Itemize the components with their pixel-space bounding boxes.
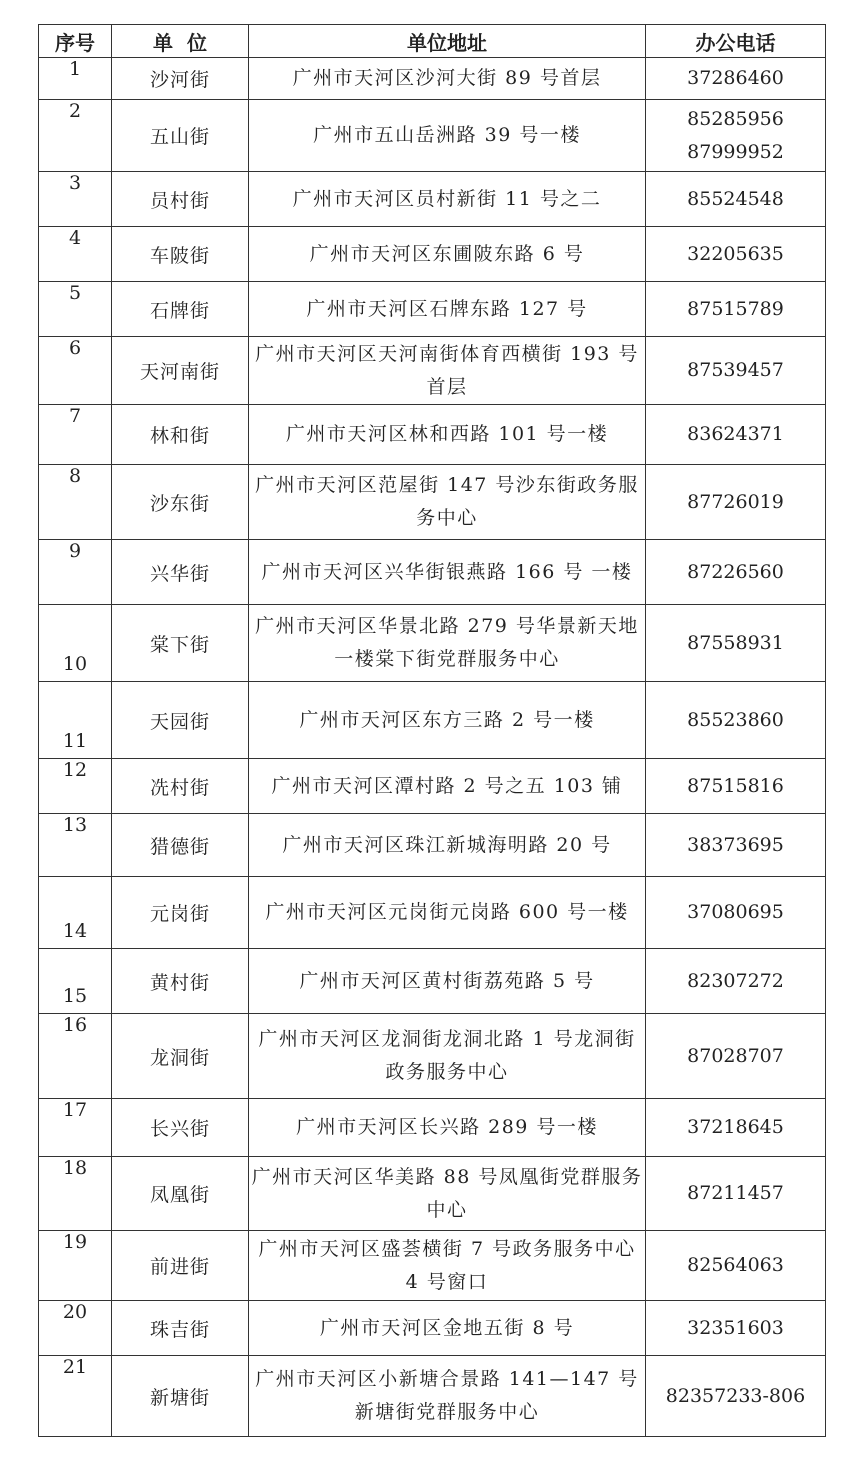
row-phone-cell (646, 814, 826, 877)
row-phone-cell (646, 465, 826, 540)
row-address: 广州市天河区华景北路 279 号华景新天地一楼棠下街党群服务中心 (249, 605, 646, 682)
row-phone-cell (646, 605, 826, 682)
row-serial-number: 17 (39, 1099, 112, 1157)
row-address: 广州市天河区员村新街 11 号之二 (249, 172, 646, 227)
phone-number: 87226560 (687, 560, 784, 583)
row-address: 广州市天河区兴华街银燕路 166 号 一楼 (249, 540, 646, 605)
table-row (39, 1231, 826, 1301)
table-row (39, 1014, 826, 1099)
row-phone-cell (646, 1231, 826, 1301)
row-address: 广州市天河区龙洞街龙洞北路 1 号龙洞街政务服务中心 (249, 1014, 646, 1099)
phone-number: 87515789 (687, 297, 784, 320)
row-serial-number: 21 (39, 1356, 112, 1437)
table-row (39, 1356, 826, 1437)
phone-number: 32351603 (687, 1316, 784, 1339)
street-office-directory-table (38, 24, 826, 1437)
row-serial-number: 1 (39, 58, 112, 100)
row-phone-cell (646, 100, 826, 172)
table-row (39, 759, 826, 814)
row-address: 广州市天河区潭村路 2 号之五 103 铺 (249, 759, 646, 814)
header-phone: 办公电话 (646, 25, 826, 58)
row-phone-cell (646, 949, 826, 1014)
table-row (39, 337, 826, 405)
row-phone-cell (646, 759, 826, 814)
phone-number: 37080695 (687, 901, 784, 923)
table-row (39, 405, 826, 465)
row-serial-number: 3 (39, 172, 112, 227)
row-phone-cell (646, 1157, 826, 1231)
row-unit-name: 天园街 (112, 682, 249, 759)
row-unit-name: 兴华街 (112, 540, 249, 605)
row-serial-number: 11 (39, 682, 112, 759)
table-row (39, 227, 826, 282)
row-serial-number: 2 (39, 100, 112, 172)
row-unit-name: 沙东街 (112, 465, 249, 540)
row-address: 广州市天河区范屋街 147 号沙东街政务服务中心 (249, 465, 646, 540)
row-address: 广州市天河区沙河大街 89 号首层 (249, 58, 646, 100)
row-unit-name: 石牌街 (112, 282, 249, 337)
row-address: 广州市五山岳洲路 39 号一楼 (249, 100, 646, 172)
row-address: 广州市天河区天河南街体育西横街 193 号首层 (249, 337, 646, 405)
row-phone-cell (646, 1099, 826, 1157)
table-row (39, 100, 826, 172)
table-row (39, 682, 826, 759)
row-address: 广州市天河区珠江新城海明路 20 号 (249, 814, 646, 877)
row-unit-name: 棠下街 (112, 605, 249, 682)
table-row (39, 949, 826, 1014)
row-unit-name: 天河南街 (112, 337, 249, 405)
row-serial-number: 16 (39, 1014, 112, 1099)
table-row (39, 465, 826, 540)
phone-number: 87726019 (687, 490, 784, 513)
row-address: 广州市天河区华美路 88 号凤凰街党群服务中心 (249, 1157, 646, 1231)
phone-number: 87515816 (687, 774, 784, 797)
row-serial-number: 8 (39, 465, 112, 540)
phone-number: 87211457 (687, 1182, 784, 1204)
row-address: 广州市天河区林和西路 101 号一楼 (249, 405, 646, 465)
row-serial-number: 9 (39, 540, 112, 605)
phone-number: 85523860 (687, 708, 784, 731)
row-unit-name: 猎德街 (112, 814, 249, 877)
row-unit-name: 员村街 (112, 172, 249, 227)
phone-number: 82357233-806 (665, 1384, 806, 1407)
table-row (39, 58, 826, 100)
row-phone-cell (646, 227, 826, 282)
row-serial-number: 18 (39, 1157, 112, 1231)
row-serial-number: 19 (39, 1231, 112, 1301)
row-unit-name: 新塘街 (112, 1356, 249, 1437)
phone-number: 87028707 (687, 1044, 784, 1067)
row-unit-name: 车陂街 (112, 227, 249, 282)
row-address: 广州市天河区石牌东路 127 号 (249, 282, 646, 337)
phone-number: 87558931 (687, 631, 784, 654)
phone-number: 38373695 (687, 833, 784, 856)
row-address: 广州市天河区小新塘合景路 141—147 号新塘街党群服务中心 (249, 1356, 646, 1437)
table-row (39, 814, 826, 877)
header-serial-number: 序号 (39, 25, 112, 58)
table-row (39, 1301, 826, 1356)
row-phone-cell (646, 405, 826, 465)
row-address: 广州市天河区黄村街荔苑路 5 号 (249, 949, 646, 1014)
phone-number: 85524548 (687, 187, 784, 210)
row-unit-name: 龙洞街 (112, 1014, 249, 1099)
table-row (39, 605, 826, 682)
table-body (39, 58, 826, 1437)
row-unit-name: 黄村街 (112, 949, 249, 1014)
row-unit-name: 五山街 (112, 100, 249, 172)
phone-number: 82307272 (687, 969, 784, 992)
table-row (39, 172, 826, 227)
row-unit-name: 前进街 (112, 1231, 249, 1301)
row-serial-number: 13 (39, 814, 112, 877)
table-row (39, 877, 826, 949)
header-unit: 单 位 (112, 25, 249, 58)
row-serial-number: 14 (39, 877, 112, 949)
row-serial-number: 4 (39, 227, 112, 282)
row-address: 广州市天河区东圃陂东路 6 号 (249, 227, 646, 282)
row-unit-name: 林和街 (112, 405, 249, 465)
phone-number: 83624371 (687, 423, 784, 445)
row-phone-cell (646, 1301, 826, 1356)
row-phone-cell (646, 1356, 826, 1437)
row-serial-number: 20 (39, 1301, 112, 1356)
row-serial-number: 5 (39, 282, 112, 337)
table-row (39, 540, 826, 605)
row-phone-cell (646, 282, 826, 337)
phone-number: 37286460 (687, 67, 784, 89)
table-row (39, 1099, 826, 1157)
row-address: 广州市天河区元岗街元岗路 600 号一楼 (249, 877, 646, 949)
phone-number: 82564063 (687, 1254, 784, 1276)
phone-number: 37218645 (687, 1116, 784, 1138)
phone-number: 87999952 (687, 140, 784, 163)
row-phone-cell (646, 58, 826, 100)
row-serial-number: 15 (39, 949, 112, 1014)
row-phone-cell (646, 172, 826, 227)
row-phone-cell (646, 682, 826, 759)
row-phone-cell (646, 337, 826, 405)
row-unit-name: 长兴街 (112, 1099, 249, 1157)
row-phone-cell (646, 1014, 826, 1099)
row-unit-name: 珠吉街 (112, 1301, 249, 1356)
row-serial-number: 12 (39, 759, 112, 814)
row-phone-cell (646, 540, 826, 605)
row-serial-number: 10 (39, 605, 112, 682)
header-address: 单位地址 (249, 25, 646, 58)
phone-number: 32205635 (687, 242, 784, 265)
row-unit-name: 沙河街 (112, 58, 249, 100)
row-phone-cell (646, 877, 826, 949)
phone-number: 87539457 (687, 359, 784, 381)
header-row (39, 25, 826, 58)
row-unit-name: 凤凰街 (112, 1157, 249, 1231)
table-row (39, 282, 826, 337)
row-unit-name: 元岗街 (112, 877, 249, 949)
row-serial-number: 7 (39, 405, 112, 465)
phone-number: 85285956 (687, 107, 784, 130)
row-address: 广州市天河区金地五街 8 号 (249, 1301, 646, 1356)
row-unit-name: 冼村街 (112, 759, 249, 814)
row-address: 广州市天河区长兴路 289 号一楼 (249, 1099, 646, 1157)
row-address: 广州市天河区东方三路 2 号一楼 (249, 682, 646, 759)
table-row (39, 1157, 826, 1231)
row-address: 广州市天河区盛荟横街 7 号政务服务中心 4 号窗口 (249, 1231, 646, 1301)
row-serial-number: 6 (39, 337, 112, 405)
